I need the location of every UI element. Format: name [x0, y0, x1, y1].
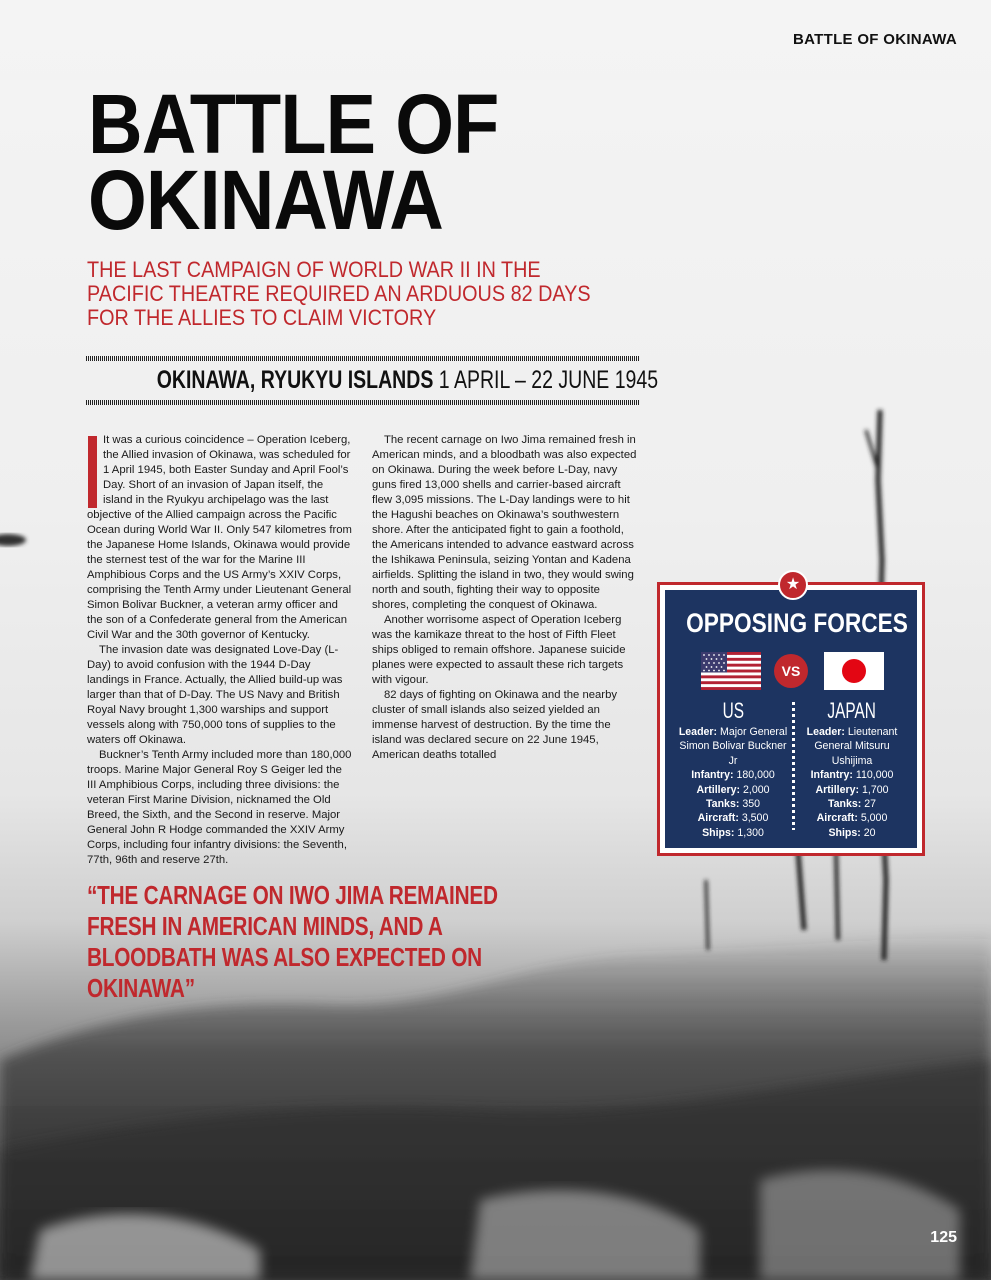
dotted-rule-top	[86, 356, 640, 361]
us-aircraft-row: Aircraft: 3,500	[697, 812, 769, 825]
us-side-name: US	[722, 698, 744, 723]
body-paragraph: The invasion date was designated Love-Day (L-Day) to avoid confusion with the 1944 D-Day landings in France. Actually, the Allied build-up was larger than that of D-Day. The US Navy and British Royal Navy brought 1,300 warships and support vessels along with 750,000 tons of supplies to the waters off Okinawa.	[87, 644, 343, 746]
us-infantry-row: Infantry: 180,000	[691, 769, 775, 782]
location-dates: 1 APRIL – 22 JUNE 1945	[438, 366, 659, 394]
us-ships-row: Ships: 1,300	[702, 826, 764, 839]
drop-cap	[88, 436, 97, 508]
body-paragraph: Another worrisome aspect of Operation Iceberg was the kamikaze threat to the host of Fifth Fleet ships obliged to remain offshore. Japanese suicide planes were expected to assault these rich targets with vigour.	[372, 614, 626, 686]
pull-quote: “THE CARNAGE ON IWO JIMA REMAINED FRESH IN AMERICAN MINDS, AND A BLOODBATH WAS ALSO EXPECTED ON OKINAWA”	[87, 880, 498, 1003]
dotted-rule-bottom	[86, 400, 640, 405]
opposing-forces-title: OPPOSING FORCES	[686, 608, 908, 638]
body-column-2	[372, 433, 638, 763]
us-leader-row: Leader: Major General Simon Bolivar Buckner Jr	[678, 726, 788, 767]
japan-infantry-row: Infantry: 110,000	[810, 769, 894, 782]
japan-leader-row: Leader: Lieutenant General Mitsuru Ushijima	[806, 726, 898, 767]
us-forces-column	[678, 698, 788, 840]
japan-flag-icon	[824, 652, 884, 690]
body-paragraph: 82 days of fighting on Okinawa and the nearby cluster of small islands also seized yielded an immense harvest of destruction. By the time the island was declared secure on 22 June 1945, American deaths totalled	[372, 689, 617, 761]
article-title	[88, 77, 499, 247]
location-place: OKINAWA, RYUKYU ISLANDS	[156, 366, 434, 394]
japan-aircraft-row: Aircraft: 5,000	[816, 812, 888, 825]
japan-side-name: JAPAN	[827, 698, 877, 723]
japan-artillery-row: Artillery: 1,700	[815, 783, 889, 796]
us-tanks-row: Tanks: 350	[706, 798, 760, 811]
column-divider	[792, 702, 795, 830]
japan-tanks-row: Tanks: 27	[827, 798, 877, 811]
opposing-forces-box	[657, 576, 925, 856]
vs-badge: VS	[774, 654, 808, 688]
body-paragraph: The recent carnage on Iwo Jima remained fresh in American minds, and a bloodbath was also expected on Okinawa. During the week before L-Day, navy guns fired 13,000 shells and carrier-based aircraft flew 3,095 missions. The L-Day landings were to hit the Hagushi beaches on Okinawa’s southwestern shore. After the anticipated fight to gain a foothold, the Americans intended to advance eastward across the Ishikawa Peninsula, seizing Yontan and Kadena airfields. Splitting the island in two, they would swing north and south, fighting their way to opposite shores, completing the conquest of Okinawa.	[372, 434, 637, 611]
title-line-2: OKINAWA	[88, 153, 443, 247]
body-paragraph: Buckner’s Tenth Army included more than 180,000 troops. Marine Major General Roy S Geiger led the III Amphibious Corps, including three divisions: the veteran First Marine Division, nicknamed the Old Breed, the Sixth, and the Second in reserve. Major General John R Hodge commanded the XXIV Army Corps, including four infantry divisions: the Seventh, 77th, 96th and reserve 27th.	[87, 749, 352, 866]
standfirst: THE LAST CAMPAIGN OF WORLD WAR II IN THE PACIFIC THEATRE REQUIRED AN ARDUOUS 82 DAYS FOR THE ALLIES TO CLAIM VICTORY	[87, 257, 591, 330]
us-artillery-row: Artillery: 2,000	[696, 783, 770, 796]
running-head: BATTLE OF OKINAWA	[793, 31, 957, 48]
us-flag-icon	[701, 652, 761, 690]
page-number: 125	[930, 1229, 957, 1246]
body-paragraph: It was a curious coincidence – Operation Iceberg, the Allied invasion of Okinawa, was scheduled for 1 April 1945, both Easter Sunday and April Fool’s Day. Short of an invasion of Japan itself, the island in the Ryukyu archipelago was the last objective of the Allied campaign across the Pacific Ocean during World War II. Only 547 kilometres from the Japanese Home Islands, Okinawa would provide the sternest test of the war for the Marine III Amphibious Corps and the US Army’s XXIV Corps, comprising the Tenth Army under Lieutenant General Simon Bolivar Buckner, a veteran army officer and the son of a Confederate general from the American Civil War and the 30th governor of Kentucky.	[87, 434, 352, 641]
japan-ships-row: Ships: 20	[828, 826, 876, 839]
star-icon: ★	[778, 570, 808, 600]
opposing-forces-panel	[665, 590, 917, 848]
location-dateline	[86, 366, 659, 395]
title-line-1: BATTLE OF	[88, 77, 499, 171]
body-column-1	[87, 433, 353, 868]
japan-forces-column	[797, 698, 907, 840]
